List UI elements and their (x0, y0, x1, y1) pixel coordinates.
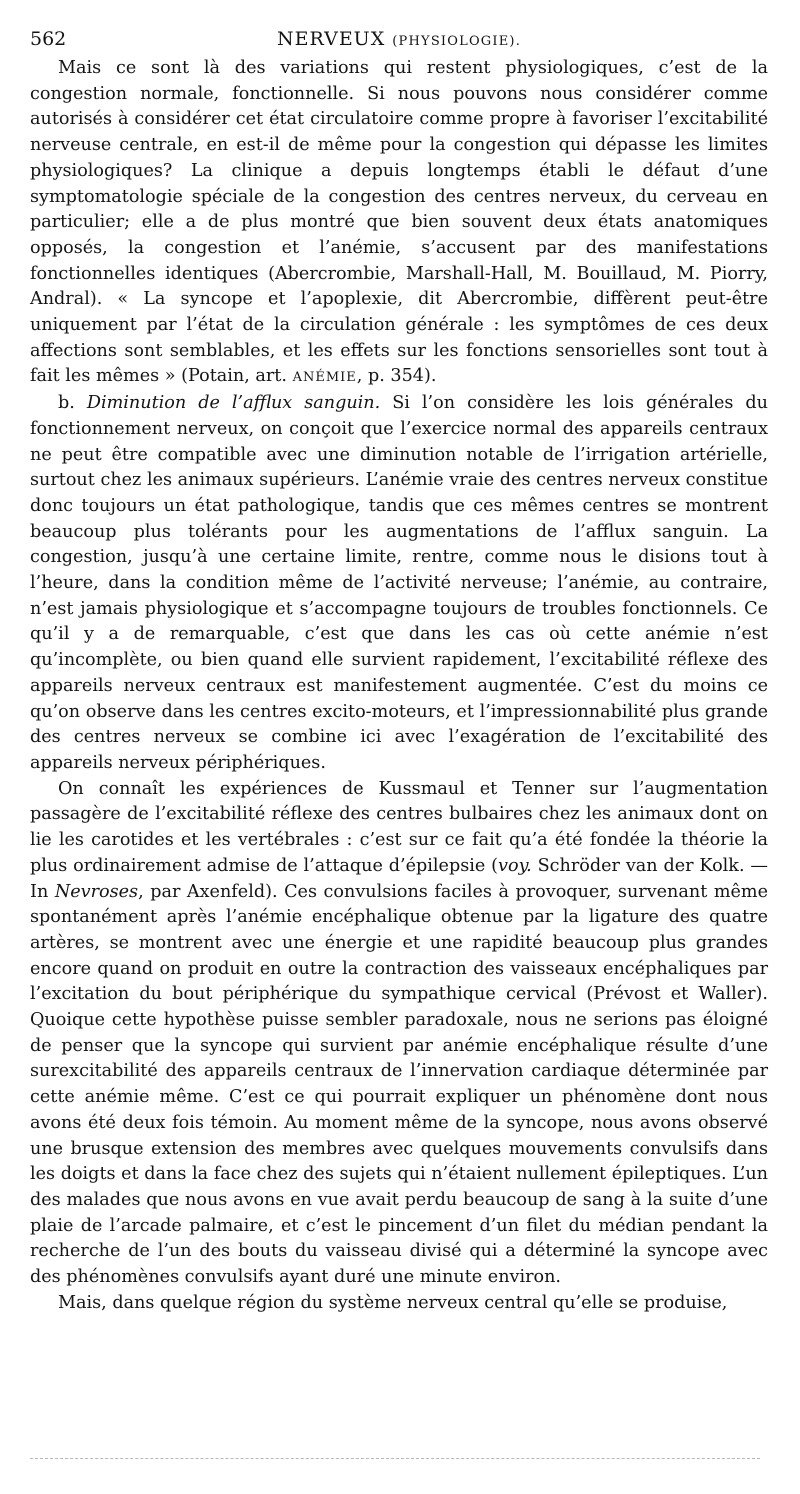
body-text (30, 56, 768, 1316)
paragraph-tail: , p. 354). (356, 366, 437, 387)
paragraph-text-mid: Schröder van der Kolk. — In (30, 855, 769, 902)
paragraph-text: Mais, dans quelque région du système nerveux central qu’elle se produise, (58, 1292, 728, 1313)
section-label: b. (58, 393, 75, 414)
article-reference: ANÉMIE (292, 370, 357, 386)
paragraph-congestion (30, 56, 768, 391)
paragraph-text: Si l’on considère les lois générales du fonctionnement nerveux, on conçoit que l’exercice normal des appareils centraux ne peut être compatible avec une diminution notable de l’irrigation artérielle, surtout chez les animaux supérieurs. L’anémie vraie des centres nerveux constitue donc toujours un état pathologique, tandis que ces mêmes centres se montrent beaucoup plus tolérants pour les augmentations de l’afflux sanguin. La congestion, jusqu’à une certaine limite, rentre, comme nous le disions tout à l’heure, dans la condition même de l’activité nerveuse; l’anémie, au contraire, n’est jamais physiologique et s’accompagne toujours de troubles fonctionnels. Ce qu’il y a de remarquable, c’est que dans les cas où cette anémie n’est qu’incomplète, ou bien quand elle survient rapidement, l’excitabilité réflexe des appareils nerveux centraux est manifestement augmentée. C’est du moins ce qu’on observe dans les centres excito-moteurs, et l’impressionnabilité plus grande des centres nerveux se combine ici avec l’exagération de l’excitabilité des appareils nerveux périphériques. (30, 393, 768, 773)
running-title (30, 22, 768, 59)
section-heading: Diminution de l’afflux sanguin. (86, 393, 381, 414)
running-title-subtitle: (PHYSIOLOGIE). (392, 34, 522, 49)
paragraph-text: Mais ce sont là des variations qui restent physiologiques, c’est de la congestion normale, fonctionnelle. Si nous pouvons nous considérer comme autorisés à considérer cet état circulatoire comme propre à favoriser l’excitabilité nerveuse centrale, en est-il de même pour la congestion qui dépasse les limites physiologiques? La clinique a depuis longtemps établi le défaut d’une symptomatologie spéciale de la congestion des centres nerveux, du cerveau en particulier; elle a de plus montré que bien souvent deux états anatomiques opposés, la congestion et l’anémie, s’accusent par des manifestations fonctionnelles identiques (Abercrombie, Marshall-Hall, M. Bouillaud, M. Piorry, Andral). « La syncope et l’apoplexie, dit Abercrombie, diffèrent peut-être uniquement par l’état de la circulation générale : les symptômes de ces deux affections sont semblables, et les effets sur les fonctions sensorielles sont tout à fait les mêmes » (Potain, art. (30, 58, 768, 387)
paragraph-final (30, 1291, 768, 1317)
running-head (30, 22, 768, 56)
bottom-divider (30, 1458, 760, 1459)
paragraph-diminution (30, 391, 768, 777)
paragraph-experiences (30, 777, 768, 1291)
italic-reference: Nevroses (54, 881, 139, 902)
italic-reference: voy. (498, 855, 532, 876)
running-title-main: NERVEUX (276, 28, 386, 50)
page-number: 562 (30, 28, 67, 50)
paragraph-tail: , par Axenfeld). Ces convulsions faciles à provoquer, survenant même spontanément après l’anémie encéphalique obtenue par la ligature des quatre artères, se montrent avec une énergie et une rapidité beaucoup plus grandes encore quand on produit en outre la contraction des vaisseaux encéphaliques par l’excitation du bout périphérique du sympathique cervical (Prévost et Waller). Quoique cette hypothèse puisse sembler paradoxale, nous ne serions pas éloigné de penser que la syncope qui survient par anémie encéphalique résulte d’une surexcitabilité des appareils centraux de l’innervation cardiaque déterminée par cette anémie même. C’est ce qui pourrait expliquer un phénomène dont nous avons été deux fois témoin. Au moment même de la syncope, nous avons observé une brusque extension des membres avec quelques mouvements convulsifs dans les doigts et dans la face chez des sujets qui n’étaient nullement épileptiques. L’un des malades que nous avons en vue avait perdu beaucoup de sang à la suite d’une plaie de l’arcade palmaire, et c’est le pincement d’un filet du médian pendant la recherche de l’un des bouts du vaisseau divisé qui a déterminé la syncope avec des phénomènes convulsifs ayant duré une minute environ. (30, 881, 769, 1288)
paragraph-text: On connaît les expériences de Kussmaul et Tenner sur l’augmentation passagère de l’excitabilité réflexe des centres bulbaires chez les animaux dont on lie les carotides et les vertébrales : c’est sur ce fait qu’a été fondée la théorie la plus ordinairement admise de l’attaque d’épilepsie ( (30, 778, 768, 876)
page (30, 22, 768, 1316)
